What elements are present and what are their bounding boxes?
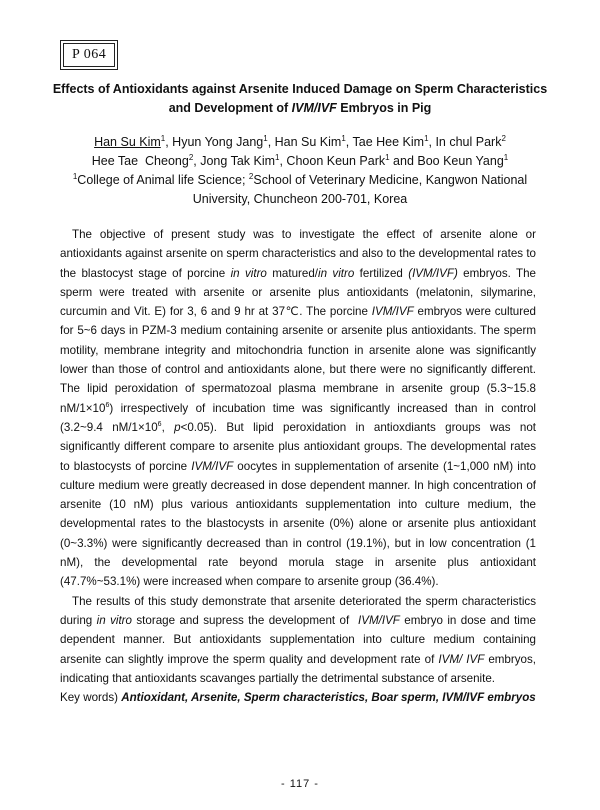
abstract-paragraph-1: The objective of present study was to investigate the effect of arsenite alone or antioxidants against arsenite on sperm characteristics and also to the developmental rates to the blastocyst stage of porcine in vitro matured/in vitro fertilized (IVM/IVF) embryos. The sperm were treated with arsenite or arsenite plus antioxidants (melatonin, silymarine, curcumin and Vit. E) for 3, 6 and 9 hr at 37℃. The porcine IVM/IVF embryos were cultured for 5~6 days in PZM-3 medium containing arsenite or arsenite plus antioxidants. The sperm motility, membrane integrity and mitochondria function in arsenite alone was significantly lower than those of control and antioxidants alone, but there were no significantly different. The lipid peroxidation of spermatozoal plasma membrane in arsenite group (5.3~15.8 $nM/1\times 10^6$) irrespectively of incubation time was significantly increased than in control (3.2~9.4 $nM/1\times 10^6$, p<0.05). But lipid peroxidation in antioxdiants groups was not significantly different compare to arsenite plus antioxidant groups. The developmental rates to blastocysts of porcine IVM/IVF oocytes in supplementation of arsenite (1~1,000 nM) into culture medium were greatly decreased in dose dependent manner. In high concentration of arsenite (10 nM) plus various antioxidants supplementation into culture medium, the developmental rates to the blastocysts in arsenite (0%) alone or arsenite plus antioxidant (0~3.3%) were significantly decreased than in control (19.1%), but in low concentration (1 nM), the developmental rate beyond morula stage in arsenite plus antioxidant (47.7%~53.1%) were increased when compare to arsenite group (36.4%). <box>60 228 537 589</box>
keywords-label: Key words) <box>60 691 122 705</box>
keywords-list: Antioxidant, Arsenite, Sperm characteristics, Boar sperm, IVM/IVF embryos <box>121 691 536 705</box>
title-line-2: and Development of IVM/IVF Embryos in Pig <box>168 101 432 115</box>
presenting-author: Han Su Kim <box>94 135 161 149</box>
abstract-paragraph-2: The results of this study demonstrate that arsenite deteriorated the sperm characteristics during in vitro storage and supress the development of IVM/IVF embryo in dose and time dependent manner. But antioxidants supplementation into culture medium containing arsenite can slightly improve the sperm quality and development rate of IVM/ IVF embryos, indicating that antioxidants scavanges partially the detrimental substance of arsenite. <box>60 594 537 685</box>
author-line-1: Han Su Kim$^1$, Hyun Yong Jang$^1$, Han Su Kim$^1$, Tae Hee Kim$^1$, In chul Park$^2$ <box>94 133 506 149</box>
keywords <box>60 688 536 707</box>
paper-title <box>40 80 560 118</box>
affiliation-line-2: University, Chuncheon 200-701, Korea <box>192 192 408 206</box>
abstract-body <box>60 225 536 707</box>
author-line-2: Hee Tae Cheong$^2$, Jong Tak Kim$^1$, Choon Keun Park$^1$ and Boo Keun Yang$^1$ <box>91 152 509 168</box>
author-block <box>40 133 560 209</box>
affiliation-line-1: $^1$College of Animal life Science; $^2$School of Veterinary Medicine, Kangwon National <box>72 171 528 187</box>
poster-number-badge <box>60 40 118 70</box>
poster-number: P 064 <box>63 43 115 67</box>
title-line-1: Effects of Antioxidants against Arsenite Induced Damage on Sperm Characteristics <box>52 82 548 96</box>
page-number: - 117 - <box>281 778 319 790</box>
